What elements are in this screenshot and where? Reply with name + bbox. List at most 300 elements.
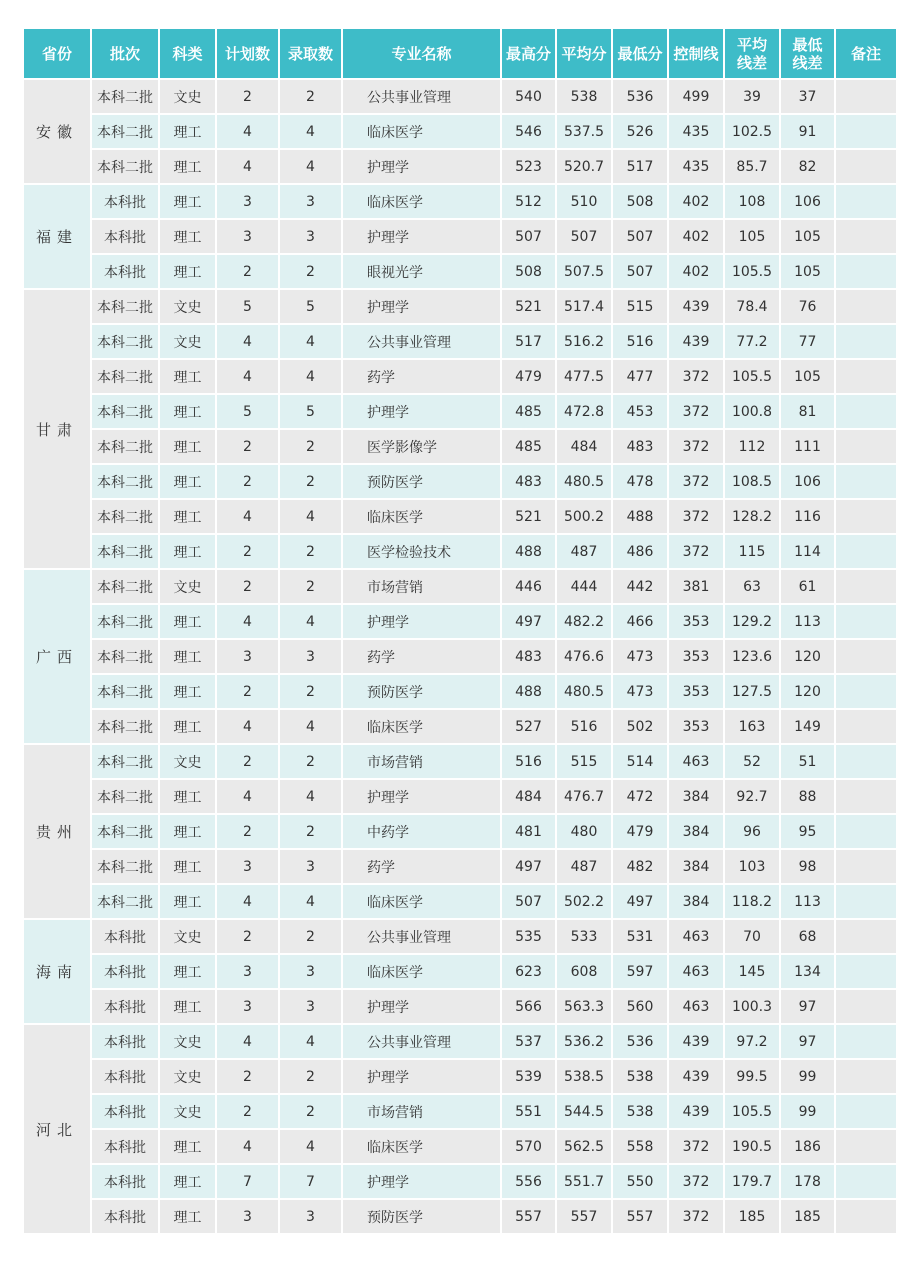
- highest-cell: 546: [502, 115, 555, 148]
- major-cell: 市场营销: [343, 745, 500, 778]
- avg-diff-cell: 97.2: [725, 1025, 779, 1058]
- average-cell: 480.5: [557, 675, 611, 708]
- highest-cell: 497: [502, 850, 555, 883]
- plan-cell: 2: [217, 815, 278, 848]
- plan-cell: 3: [217, 220, 278, 253]
- admitted-cell: 3: [280, 185, 341, 218]
- remarks-cell: [836, 1095, 896, 1128]
- lowest-cell: 479: [613, 815, 667, 848]
- avg-diff-cell: 123.6: [725, 640, 779, 673]
- table-row: [24, 710, 896, 743]
- avg-diff-cell: 108: [725, 185, 779, 218]
- column-header-text: 最低: [792, 35, 823, 54]
- province-cell: 河北: [24, 1025, 90, 1233]
- avg-diff-cell: 102.5: [725, 115, 779, 148]
- average-cell: 482.2: [557, 605, 611, 638]
- remarks-cell: [836, 1165, 896, 1198]
- remarks-cell: [836, 255, 896, 288]
- major-cell: 中药学: [343, 815, 500, 848]
- control-line-cell: 372: [669, 360, 723, 393]
- remarks-cell: [836, 815, 896, 848]
- remarks-cell: [836, 570, 896, 603]
- table-body: [24, 80, 896, 1233]
- batch-cell: 本科二批: [92, 640, 158, 673]
- table-row: [24, 115, 896, 148]
- avg-diff-cell: 129.2: [725, 605, 779, 638]
- control-line-cell: 372: [669, 430, 723, 463]
- batch-cell: 本科二批: [92, 430, 158, 463]
- category-cell: 文史: [160, 1095, 215, 1128]
- province-cell: 安徽: [24, 80, 90, 183]
- remarks-cell: [836, 115, 896, 148]
- min-diff-cell: 120: [781, 640, 834, 673]
- column-header-category: [160, 29, 215, 78]
- average-cell: 520.7: [557, 150, 611, 183]
- batch-cell: 本科批: [92, 1025, 158, 1058]
- column-header-average: [557, 29, 611, 78]
- avg-diff-cell: 103: [725, 850, 779, 883]
- avg-diff-cell: 118.2: [725, 885, 779, 918]
- table-row: [24, 535, 896, 568]
- major-cell: 临床医学: [343, 500, 500, 533]
- plan-cell: 4: [217, 150, 278, 183]
- admitted-cell: 3: [280, 220, 341, 253]
- batch-cell: 本科二批: [92, 605, 158, 638]
- highest-cell: 540: [502, 80, 555, 113]
- average-cell: 608: [557, 955, 611, 988]
- table-row: [24, 500, 896, 533]
- admitted-cell: 2: [280, 255, 341, 288]
- plan-cell: 3: [217, 990, 278, 1023]
- major-cell: 护理学: [343, 220, 500, 253]
- highest-cell: 537: [502, 1025, 555, 1058]
- avg-diff-cell: 145: [725, 955, 779, 988]
- min-diff-cell: 99: [781, 1060, 834, 1093]
- control-line-cell: 463: [669, 745, 723, 778]
- highest-cell: 485: [502, 395, 555, 428]
- lowest-cell: 473: [613, 640, 667, 673]
- remarks-cell: [836, 430, 896, 463]
- avg-diff-cell: 128.2: [725, 500, 779, 533]
- admitted-cell: 2: [280, 1095, 341, 1128]
- control-line-cell: 372: [669, 1200, 723, 1233]
- average-cell: 551.7: [557, 1165, 611, 1198]
- category-cell: 理工: [160, 255, 215, 288]
- control-line-cell: 402: [669, 255, 723, 288]
- avg-diff-cell: 105.5: [725, 360, 779, 393]
- avg-diff-cell: 112: [725, 430, 779, 463]
- lowest-cell: 536: [613, 1025, 667, 1058]
- highest-cell: 481: [502, 815, 555, 848]
- average-cell: 487: [557, 850, 611, 883]
- min-diff-cell: 99: [781, 1095, 834, 1128]
- min-diff-cell: 97: [781, 990, 834, 1023]
- table-row: [24, 885, 896, 918]
- category-cell: 理工: [160, 360, 215, 393]
- lowest-cell: 508: [613, 185, 667, 218]
- plan-cell: 2: [217, 920, 278, 953]
- lowest-cell: 502: [613, 710, 667, 743]
- remarks-cell: [836, 185, 896, 218]
- highest-cell: 527: [502, 710, 555, 743]
- avg-diff-cell: 115: [725, 535, 779, 568]
- min-diff-cell: 82: [781, 150, 834, 183]
- table-row: [24, 220, 896, 253]
- avg-diff-cell: 163: [725, 710, 779, 743]
- batch-cell: 本科二批: [92, 885, 158, 918]
- min-diff-cell: 76: [781, 290, 834, 323]
- column-header-lowest: [613, 29, 667, 78]
- column-header-batch: [92, 29, 158, 78]
- avg-diff-cell: 179.7: [725, 1165, 779, 1198]
- admitted-cell: 4: [280, 325, 341, 358]
- category-cell: 理工: [160, 500, 215, 533]
- admitted-cell: 4: [280, 1130, 341, 1163]
- highest-cell: 485: [502, 430, 555, 463]
- plan-cell: 2: [217, 570, 278, 603]
- lowest-cell: 536: [613, 80, 667, 113]
- major-cell: 药学: [343, 640, 500, 673]
- control-line-cell: 381: [669, 570, 723, 603]
- avg-diff-cell: 108.5: [725, 465, 779, 498]
- highest-cell: 521: [502, 500, 555, 533]
- control-line-cell: 353: [669, 675, 723, 708]
- category-cell: 理工: [160, 710, 215, 743]
- control-line-cell: 435: [669, 150, 723, 183]
- lowest-cell: 472: [613, 780, 667, 813]
- lowest-cell: 507: [613, 255, 667, 288]
- column-header-text: 线差: [792, 53, 823, 72]
- plan-cell: 3: [217, 185, 278, 218]
- admitted-cell: 2: [280, 920, 341, 953]
- admitted-cell: 4: [280, 605, 341, 638]
- remarks-cell: [836, 920, 896, 953]
- min-diff-cell: 111: [781, 430, 834, 463]
- major-cell: 临床医学: [343, 1130, 500, 1163]
- remarks-cell: [836, 80, 896, 113]
- lowest-cell: 517: [613, 150, 667, 183]
- major-cell: 公共事业管理: [343, 1025, 500, 1058]
- table-row: [24, 255, 896, 288]
- avg-diff-cell: 100.3: [725, 990, 779, 1023]
- province-cell: 贵州: [24, 745, 90, 918]
- min-diff-cell: 113: [781, 885, 834, 918]
- remarks-cell: [836, 605, 896, 638]
- highest-cell: 570: [502, 1130, 555, 1163]
- category-cell: 文史: [160, 570, 215, 603]
- table-row: [24, 955, 896, 988]
- plan-cell: 4: [217, 325, 278, 358]
- batch-cell: 本科二批: [92, 500, 158, 533]
- table-row: [24, 430, 896, 463]
- avg-diff-cell: 96: [725, 815, 779, 848]
- average-cell: 516: [557, 710, 611, 743]
- batch-cell: 本科二批: [92, 80, 158, 113]
- lowest-cell: 442: [613, 570, 667, 603]
- admitted-cell: 2: [280, 535, 341, 568]
- highest-cell: 507: [502, 885, 555, 918]
- plan-cell: 2: [217, 675, 278, 708]
- average-cell: 507.5: [557, 255, 611, 288]
- plan-cell: 2: [217, 430, 278, 463]
- category-cell: 理工: [160, 640, 215, 673]
- category-cell: 理工: [160, 675, 215, 708]
- avg-diff-cell: 99.5: [725, 1060, 779, 1093]
- min-diff-cell: 37: [781, 80, 834, 113]
- table-row: [24, 1130, 896, 1163]
- plan-cell: 5: [217, 395, 278, 428]
- table-row: [24, 360, 896, 393]
- table-row: [24, 1165, 896, 1198]
- category-cell: 理工: [160, 395, 215, 428]
- plan-cell: 4: [217, 500, 278, 533]
- province-cell: 海南: [24, 920, 90, 1023]
- control-line-cell: 439: [669, 325, 723, 358]
- admitted-cell: 4: [280, 1025, 341, 1058]
- remarks-cell: [836, 150, 896, 183]
- category-cell: 文史: [160, 745, 215, 778]
- batch-cell: 本科二批: [92, 710, 158, 743]
- major-cell: 预防医学: [343, 675, 500, 708]
- major-cell: 眼视光学: [343, 255, 500, 288]
- lowest-cell: 473: [613, 675, 667, 708]
- remarks-cell: [836, 290, 896, 323]
- min-diff-cell: 106: [781, 465, 834, 498]
- column-header-text: 最低分: [617, 44, 663, 63]
- plan-cell: 4: [217, 885, 278, 918]
- admitted-cell: 3: [280, 955, 341, 988]
- batch-cell: 本科批: [92, 990, 158, 1023]
- category-cell: 理工: [160, 1165, 215, 1198]
- major-cell: 护理学: [343, 290, 500, 323]
- control-line-cell: 384: [669, 850, 723, 883]
- remarks-cell: [836, 675, 896, 708]
- lowest-cell: 515: [613, 290, 667, 323]
- plan-cell: 3: [217, 955, 278, 988]
- major-cell: 护理学: [343, 395, 500, 428]
- lowest-cell: 560: [613, 990, 667, 1023]
- remarks-cell: [836, 1025, 896, 1058]
- province-cell: 甘肃: [24, 290, 90, 568]
- control-line-cell: 463: [669, 955, 723, 988]
- lowest-cell: 558: [613, 1130, 667, 1163]
- table-row: [24, 1095, 896, 1128]
- average-cell: 563.3: [557, 990, 611, 1023]
- major-cell: 公共事业管理: [343, 325, 500, 358]
- category-cell: 理工: [160, 850, 215, 883]
- control-line-cell: 435: [669, 115, 723, 148]
- avg-diff-cell: 85.7: [725, 150, 779, 183]
- plan-cell: 2: [217, 1095, 278, 1128]
- table-row: [24, 465, 896, 498]
- control-line-cell: 353: [669, 640, 723, 673]
- category-cell: 文史: [160, 1060, 215, 1093]
- average-cell: 538: [557, 80, 611, 113]
- major-cell: 预防医学: [343, 1200, 500, 1233]
- avg-diff-cell: 52: [725, 745, 779, 778]
- control-line-cell: 372: [669, 395, 723, 428]
- column-header-text: 平均: [736, 35, 767, 54]
- highest-cell: 516: [502, 745, 555, 778]
- avg-diff-cell: 105.5: [725, 255, 779, 288]
- batch-cell: 本科批: [92, 1165, 158, 1198]
- table-row: [24, 780, 896, 813]
- control-line-cell: 372: [669, 535, 723, 568]
- min-diff-cell: 106: [781, 185, 834, 218]
- lowest-cell: 497: [613, 885, 667, 918]
- plan-cell: 2: [217, 1060, 278, 1093]
- average-cell: 487: [557, 535, 611, 568]
- highest-cell: 566: [502, 990, 555, 1023]
- remarks-cell: [836, 850, 896, 883]
- admitted-cell: 4: [280, 360, 341, 393]
- highest-cell: 623: [502, 955, 555, 988]
- major-cell: 护理学: [343, 1060, 500, 1093]
- plan-cell: 2: [217, 745, 278, 778]
- plan-cell: 2: [217, 255, 278, 288]
- admitted-cell: 3: [280, 850, 341, 883]
- highest-cell: 479: [502, 360, 555, 393]
- control-line-cell: 353: [669, 710, 723, 743]
- column-header-text: 录取数: [287, 44, 333, 63]
- average-cell: 476.7: [557, 780, 611, 813]
- lowest-cell: 538: [613, 1095, 667, 1128]
- plan-cell: 3: [217, 1200, 278, 1233]
- lowest-cell: 516: [613, 325, 667, 358]
- admitted-cell: 2: [280, 465, 341, 498]
- admitted-cell: 3: [280, 1200, 341, 1233]
- lowest-cell: 550: [613, 1165, 667, 1198]
- category-cell: 理工: [160, 815, 215, 848]
- major-cell: 医学影像学: [343, 430, 500, 463]
- batch-cell: 本科批: [92, 1060, 158, 1093]
- average-cell: 444: [557, 570, 611, 603]
- batch-cell: 本科二批: [92, 675, 158, 708]
- category-cell: 理工: [160, 1200, 215, 1233]
- plan-cell: 2: [217, 80, 278, 113]
- avg-diff-cell: 70: [725, 920, 779, 953]
- average-cell: 557: [557, 1200, 611, 1233]
- min-diff-cell: 105: [781, 360, 834, 393]
- highest-cell: 507: [502, 220, 555, 253]
- admitted-cell: 4: [280, 780, 341, 813]
- admitted-cell: 4: [280, 150, 341, 183]
- table-row: [24, 605, 896, 638]
- min-diff-cell: 81: [781, 395, 834, 428]
- major-cell: 护理学: [343, 605, 500, 638]
- category-cell: 理工: [160, 535, 215, 568]
- table-row: [24, 1200, 896, 1233]
- major-cell: 临床医学: [343, 115, 500, 148]
- remarks-cell: [836, 325, 896, 358]
- major-cell: 公共事业管理: [343, 920, 500, 953]
- plan-cell: 7: [217, 1165, 278, 1198]
- table-row: [24, 850, 896, 883]
- average-cell: 562.5: [557, 1130, 611, 1163]
- batch-cell: 本科批: [92, 220, 158, 253]
- min-diff-cell: 113: [781, 605, 834, 638]
- control-line-cell: 384: [669, 780, 723, 813]
- remarks-cell: [836, 465, 896, 498]
- control-line-cell: 463: [669, 990, 723, 1023]
- table-row: [24, 1060, 896, 1093]
- highest-cell: 521: [502, 290, 555, 323]
- average-cell: 480.5: [557, 465, 611, 498]
- column-header-text: 控制线: [673, 44, 719, 63]
- min-diff-cell: 105: [781, 255, 834, 288]
- admitted-cell: 5: [280, 290, 341, 323]
- lowest-cell: 482: [613, 850, 667, 883]
- batch-cell: 本科二批: [92, 360, 158, 393]
- column-header-control-line: [669, 29, 723, 78]
- highest-cell: 512: [502, 185, 555, 218]
- batch-cell: 本科批: [92, 255, 158, 288]
- highest-cell: 523: [502, 150, 555, 183]
- average-cell: 480: [557, 815, 611, 848]
- average-cell: 507: [557, 220, 611, 253]
- major-cell: 临床医学: [343, 885, 500, 918]
- min-diff-cell: 186: [781, 1130, 834, 1163]
- major-cell: 护理学: [343, 780, 500, 813]
- avg-diff-cell: 77.2: [725, 325, 779, 358]
- lowest-cell: 466: [613, 605, 667, 638]
- batch-cell: 本科二批: [92, 850, 158, 883]
- plan-cell: 3: [217, 640, 278, 673]
- highest-cell: 446: [502, 570, 555, 603]
- remarks-cell: [836, 1130, 896, 1163]
- lowest-cell: 514: [613, 745, 667, 778]
- category-cell: 理工: [160, 465, 215, 498]
- min-diff-cell: 120: [781, 675, 834, 708]
- admitted-cell: 3: [280, 640, 341, 673]
- batch-cell: 本科批: [92, 920, 158, 953]
- column-header-avg-diff: [725, 29, 779, 78]
- table-row: [24, 745, 896, 778]
- min-diff-cell: 68: [781, 920, 834, 953]
- column-header-text: 计划数: [224, 44, 270, 63]
- admitted-cell: 2: [280, 675, 341, 708]
- plan-cell: 2: [217, 465, 278, 498]
- major-cell: 临床医学: [343, 955, 500, 988]
- min-diff-cell: 95: [781, 815, 834, 848]
- column-header-min-diff: [781, 29, 834, 78]
- lowest-cell: 507: [613, 220, 667, 253]
- table-row: [24, 395, 896, 428]
- control-line-cell: 372: [669, 465, 723, 498]
- avg-diff-cell: 127.5: [725, 675, 779, 708]
- category-cell: 理工: [160, 185, 215, 218]
- column-header-text: 科类: [172, 44, 203, 63]
- average-cell: 477.5: [557, 360, 611, 393]
- control-line-cell: 439: [669, 290, 723, 323]
- column-header-remarks: [836, 29, 896, 78]
- lowest-cell: 486: [613, 535, 667, 568]
- control-line-cell: 402: [669, 220, 723, 253]
- min-diff-cell: 61: [781, 570, 834, 603]
- remarks-cell: [836, 395, 896, 428]
- remarks-cell: [836, 360, 896, 393]
- column-header-text: 专业名称: [391, 44, 452, 63]
- admitted-cell: 2: [280, 80, 341, 113]
- admitted-cell: 2: [280, 430, 341, 463]
- admitted-cell: 4: [280, 885, 341, 918]
- average-cell: 533: [557, 920, 611, 953]
- column-header-highest: [502, 29, 555, 78]
- batch-cell: 本科二批: [92, 535, 158, 568]
- control-line-cell: 372: [669, 500, 723, 533]
- table-row: [24, 290, 896, 323]
- highest-cell: 551: [502, 1095, 555, 1128]
